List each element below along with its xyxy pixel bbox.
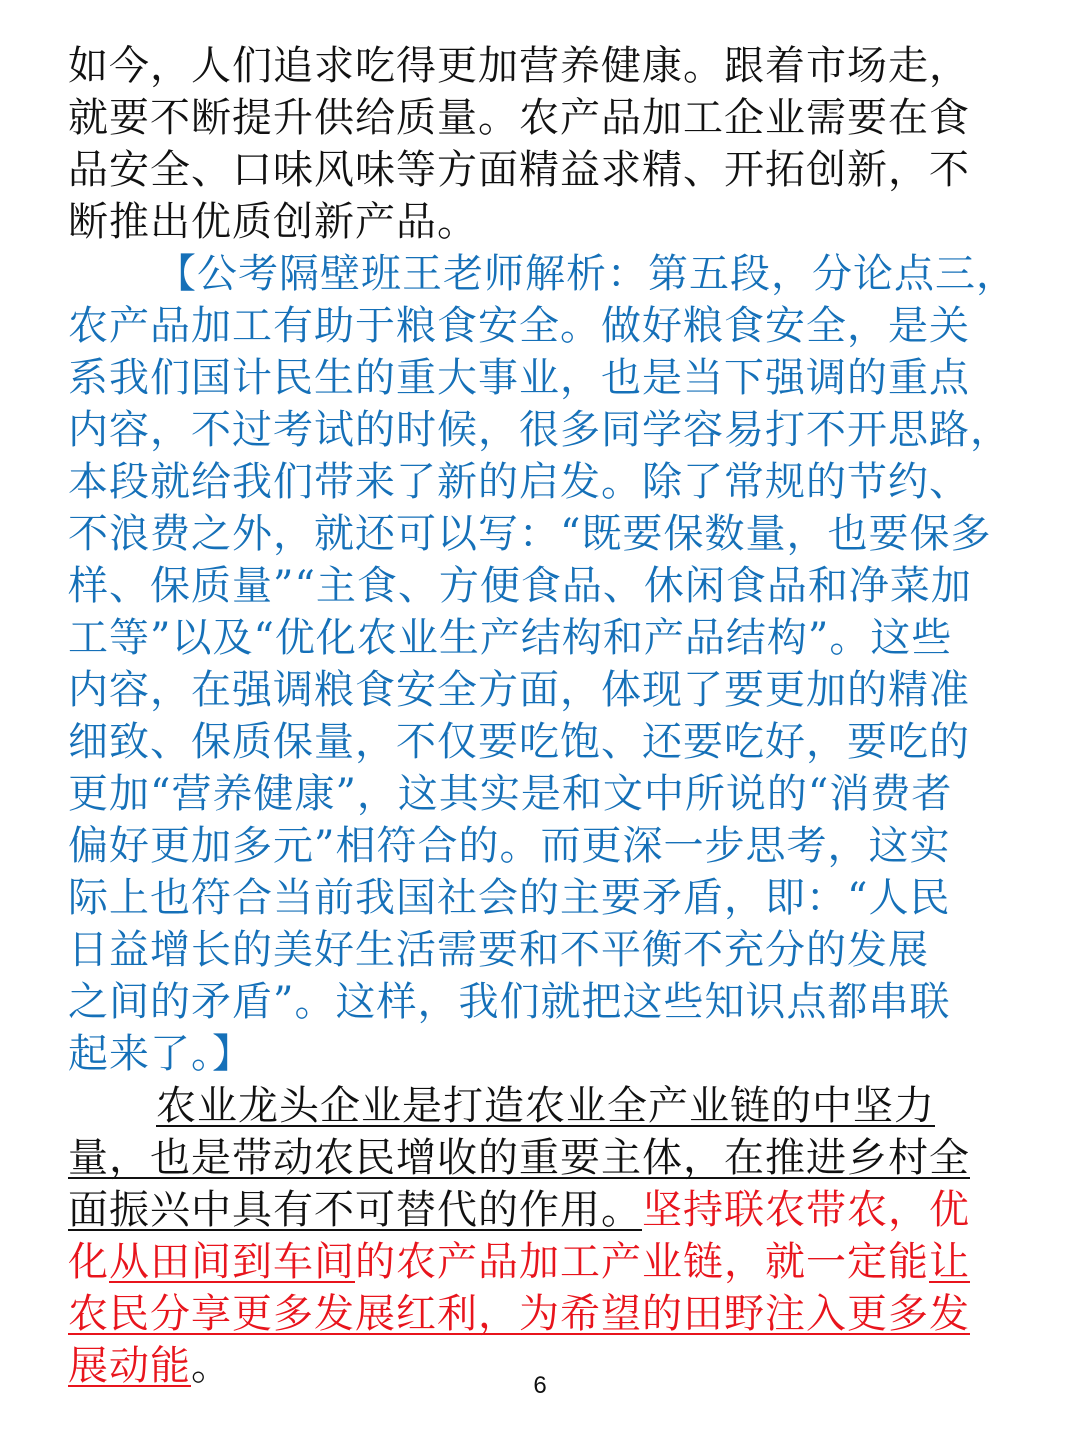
analysis-line: 偏好更加多元”相符合的。而更深一步思考，这实 bbox=[68, 823, 951, 869]
paragraph-2 bbox=[68, 1080, 1013, 1392]
paragraph-2-line bbox=[68, 1236, 1013, 1288]
underlined-text: 面振兴中具有不可替代的作用。 bbox=[68, 1187, 642, 1233]
analysis-line: 日益增长的美好生活需要和不平衡不充分的发展 bbox=[68, 927, 929, 973]
underlined-highlight-text: 让 bbox=[929, 1239, 970, 1285]
analysis-line: 更加“营养健康”，这其实是和文中所说的“消费者 bbox=[68, 771, 953, 817]
paragraph-2-line bbox=[68, 1184, 1013, 1236]
analysis-line: 不浪费之外，就还可以写：“既要保数量，也要保多 bbox=[68, 511, 992, 557]
analysis-line: 内容，不过考试的时候，很多同学容易打不开思路， bbox=[68, 407, 1011, 453]
highlight-text: 的农产品加工产业链，就一定能 bbox=[355, 1239, 929, 1285]
analysis-line: 内容，在强调粮食安全方面，体现了要更加的精准 bbox=[68, 667, 970, 713]
analysis-line: 农产品加工有助于粮食安全。做好粮食安全，是关 bbox=[68, 303, 970, 349]
underlined-text: 农业龙头企业是打造农业全产业链的中坚力 bbox=[156, 1083, 935, 1129]
analysis-line: 系我们国计民生的重大事业，也是当下强调的重点 bbox=[68, 355, 970, 401]
highlight-text: 化 bbox=[68, 1239, 109, 1285]
paragraph-1-line: 如今，人们追求吃得更加营养健康。跟着市场走， bbox=[68, 43, 970, 89]
period-text: 。 bbox=[191, 1343, 232, 1389]
paragraph-1-line: 就要不断提升供给质量。农产品加工企业需要在食 bbox=[68, 95, 970, 141]
analysis-line: 样、保质量”“主食、方便食品、休闲食品和净菜加 bbox=[68, 563, 972, 609]
paragraph-2-line bbox=[68, 1080, 1013, 1132]
analysis-line: 本段就给我们带来了新的启发。除了常规的节约、 bbox=[68, 459, 970, 505]
paragraph-2-line bbox=[68, 1132, 1013, 1184]
analysis-line: 【公考隔壁班王老师解析：第五段，分论点三， bbox=[156, 251, 1017, 297]
analysis-paragraph bbox=[68, 248, 1017, 1080]
paragraph-1 bbox=[68, 40, 1013, 248]
analysis-line: 际上也符合当前我国社会的主要矛盾，即：“人民 bbox=[68, 875, 951, 921]
underlined-highlight-text: 从田间到车间 bbox=[109, 1239, 355, 1285]
highlight-text: 坚持联农带农，优 bbox=[642, 1187, 970, 1233]
underlined-highlight-text: 农民分享更多发展红利，为希望的田野注入更多发 bbox=[68, 1291, 970, 1337]
analysis-line: 工等”以及“优化农业生产结构和产品结构”。这些 bbox=[68, 615, 953, 661]
underlined-text: 量，也是带动农民增收的重要主体，在推进乡村全 bbox=[68, 1135, 970, 1181]
analysis-line: 起来了。】 bbox=[68, 1031, 253, 1077]
paragraph-2-line bbox=[68, 1288, 1013, 1340]
underlined-highlight-text: 展动能 bbox=[68, 1343, 191, 1389]
page-number: 6 bbox=[533, 1372, 547, 1399]
analysis-line: 之间的矛盾”。这样，我们就把这些知识点都串联 bbox=[68, 979, 951, 1025]
document-page bbox=[68, 40, 1017, 1392]
analysis-line: 细致、保质保量，不仅要吃饱、还要吃好，要吃的 bbox=[68, 719, 970, 765]
paragraph-1-line: 断推出优质创新产品。 bbox=[68, 199, 478, 245]
paragraph-1-line: 品安全、口味风味等方面精益求精、开拓创新，不 bbox=[68, 147, 970, 193]
